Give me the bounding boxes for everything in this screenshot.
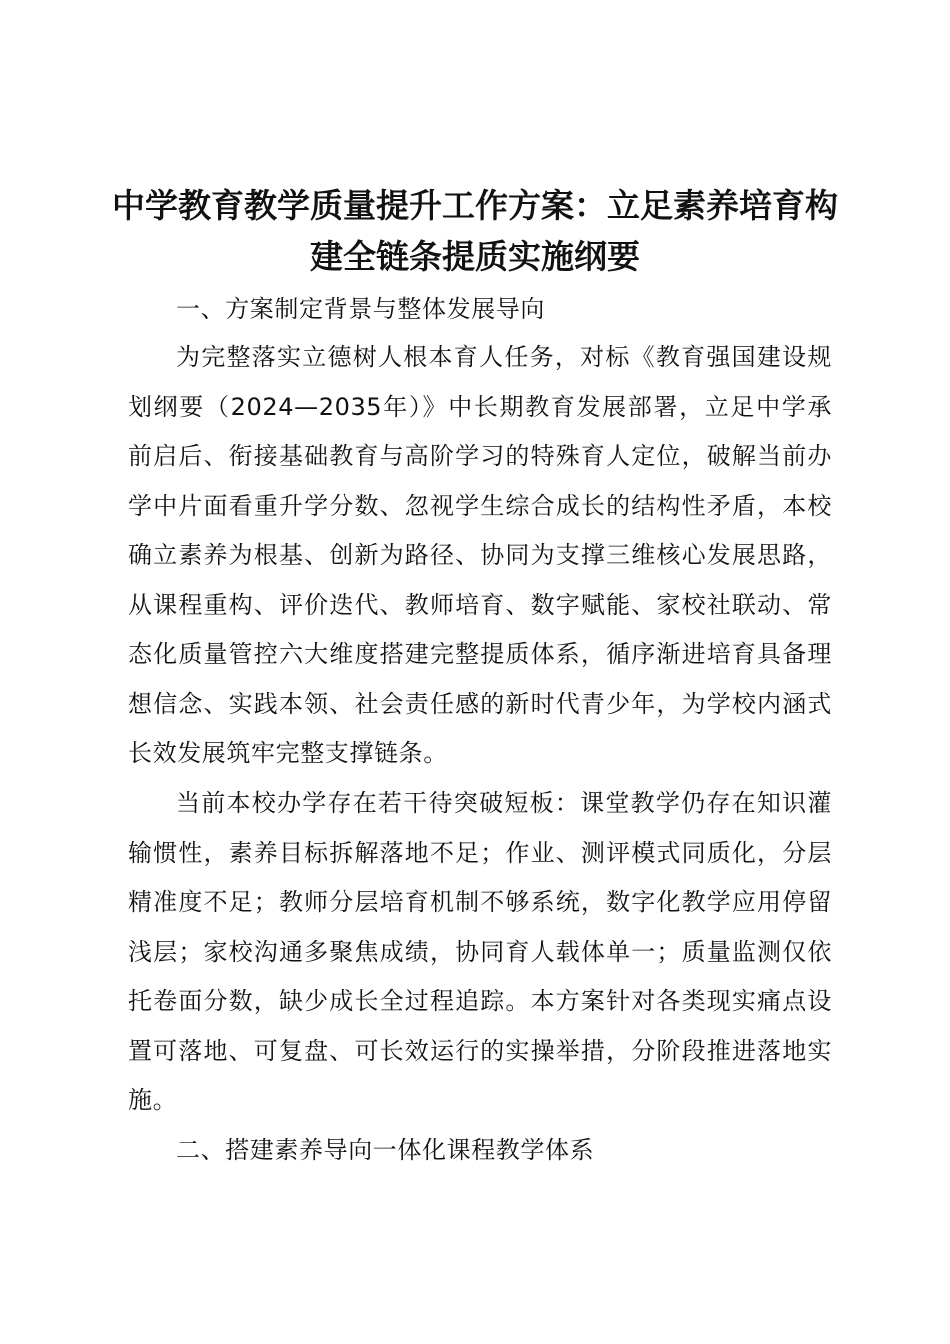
section-heading-1: 一、方案制定背景与整体发展导向 [176,295,545,323]
document-title: 中学教育教学质量提升工作方案：立足素养培育构建全链条提质实施纲要 [112,186,838,276]
paragraph-2: 当前本校办学存在若干待突破短板：课堂教学仍存在知识灌输惯性，素养目标拆解落地不足；作业、测评模式同质化，分层精准度不足；教师分层培育机制不够系统，数字化教学应用停留浅层；家校沟通多聚焦成绩，协同育人载体单一；质量监测仅依托卷面分数，缺少成长全过程追踪。本方案针对各类现实痛点设置可落地、可复盘、可长效运行的实操举措，分阶段推进落地实施。 [128,789,832,1114]
section-heading-2: 二、搭建素养导向一体化课程教学体系 [176,1136,595,1164]
paragraph-1: 为完整落实立德树人根本育人任务，对标《教育强国建设规划纲要（2024—2035年）》中长期教育发展部署，立足中学承前启后、衔接基础教育与高阶学习的特殊育人定位，破解当前办学中片面看重升学分数、忽视学生综合成长的结构性矛盾，本校确立素养为根基、创新为路径、协同为支撑三维核心发展思路，从课程重构、评价迭代、教师培育、数字赋能、家校社联动、常态化质量管控六大维度搭建完整提质体系，循序渐进培育具备理想信念、实践本领、社会责任感的新时代青少年，为学校内涵式长效发展筑牢完整支撑链条。 [128,343,832,767]
